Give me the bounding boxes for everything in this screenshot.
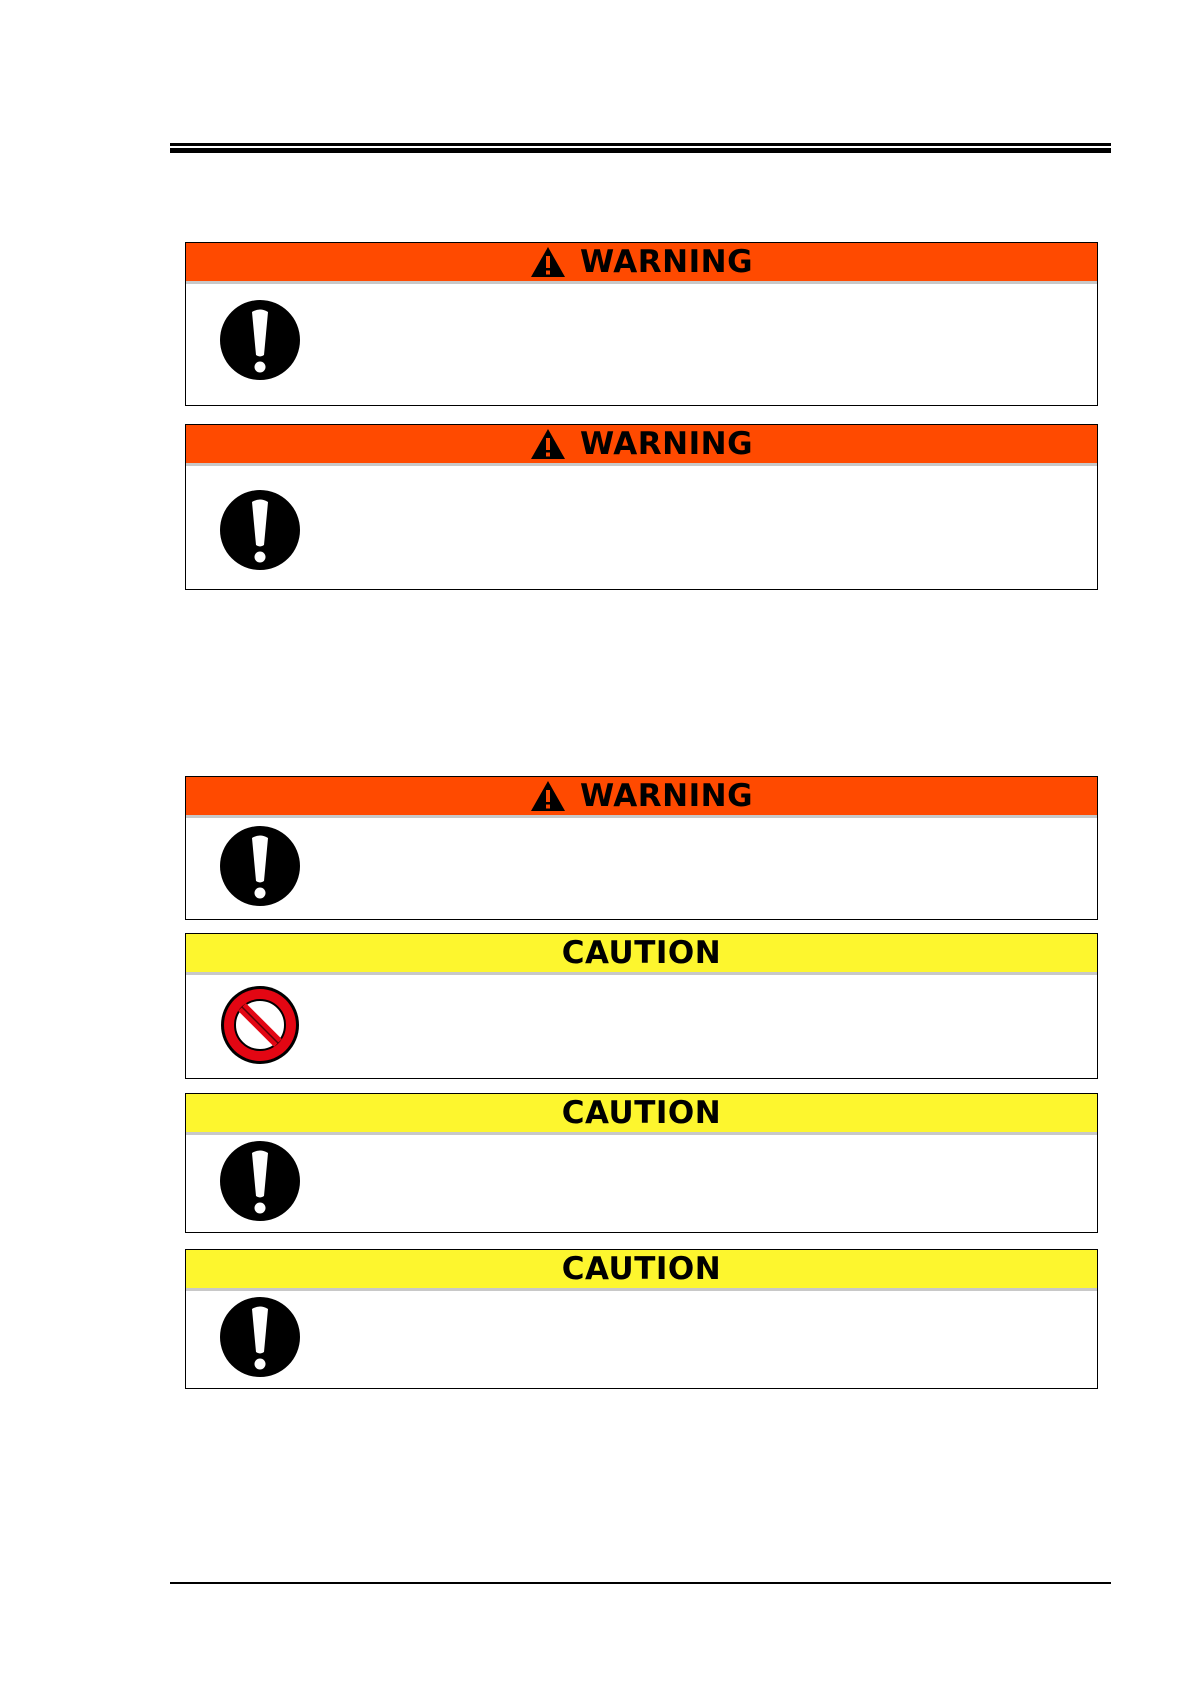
warning-box-1 xyxy=(185,242,1098,406)
mandatory-action-icon xyxy=(219,825,301,907)
caution-header xyxy=(186,934,1097,975)
caution-label: CAUTION xyxy=(561,1251,722,1287)
warning-header xyxy=(186,243,1097,284)
warning-triangle-icon xyxy=(530,246,566,278)
header-rule-thin xyxy=(170,143,1111,146)
mandatory-action-icon xyxy=(219,1140,301,1222)
header-rule-thick xyxy=(170,148,1111,153)
caution-box-3 xyxy=(185,1249,1098,1389)
warning-triangle-icon xyxy=(530,428,566,460)
mandatory-action-icon xyxy=(219,489,301,571)
warning-header xyxy=(186,777,1097,818)
caution-box-2 xyxy=(185,1093,1098,1233)
warning-label: WARNING xyxy=(579,244,754,280)
mandatory-action-icon xyxy=(219,299,301,381)
warning-triangle-icon xyxy=(530,780,566,812)
caution-label: CAUTION xyxy=(561,1095,722,1131)
warning-box-2 xyxy=(185,424,1098,590)
prohibition-icon xyxy=(219,984,301,1066)
warning-header xyxy=(186,425,1097,466)
warning-label: WARNING xyxy=(579,426,754,462)
caution-label: CAUTION xyxy=(561,935,722,971)
warning-label: WARNING xyxy=(579,778,754,814)
caution-header xyxy=(186,1250,1097,1291)
caution-box-1 xyxy=(185,933,1098,1079)
caution-header xyxy=(186,1094,1097,1135)
footer-rule xyxy=(170,1582,1111,1584)
warning-box-3 xyxy=(185,776,1098,920)
mandatory-action-icon xyxy=(219,1296,301,1378)
